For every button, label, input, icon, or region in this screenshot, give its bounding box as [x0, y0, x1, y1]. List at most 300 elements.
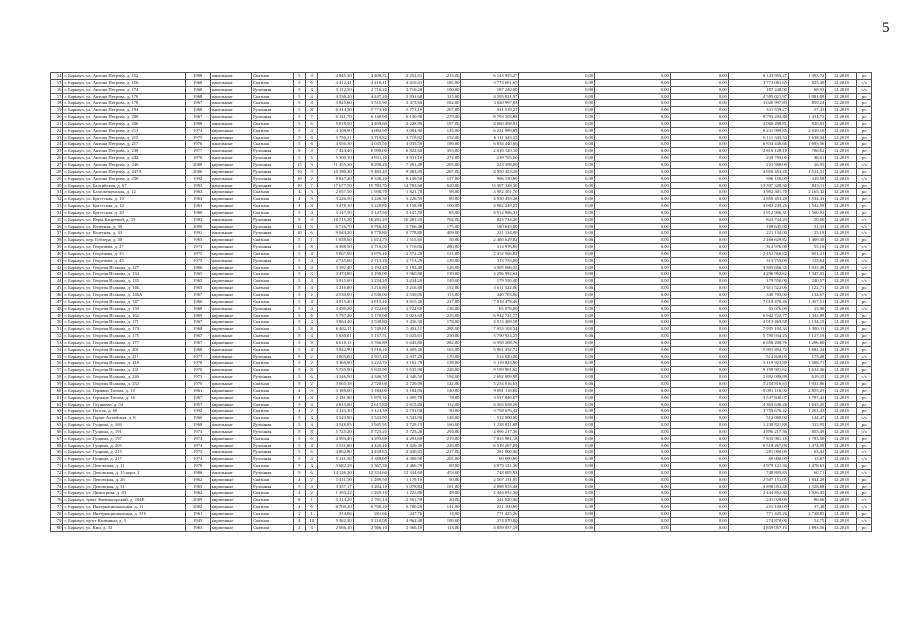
cell-cost-sum: 6 958 208,76 [728, 339, 788, 346]
cell-repair-method: ро [857, 490, 872, 497]
cell-row-number: 70 [51, 456, 63, 463]
cell-entrances: 4 [305, 86, 317, 93]
cell-total-area: 3 123,30 [318, 408, 353, 415]
cell-floors: 5 [293, 209, 305, 216]
cell-roof-type: Скатная [252, 271, 293, 278]
cell-cost-sum: 6 518 267,09 [728, 442, 788, 449]
cell-total-area: 3 188,00 [318, 387, 353, 394]
cell-fund-cost: 0,00 [519, 134, 595, 141]
cell-row-number: 21 [51, 120, 63, 127]
cell-fund-cost: 0,00 [519, 216, 595, 223]
table-row [51, 380, 872, 387]
cell-fund-cost: 0,00 [519, 285, 595, 292]
cell-deadline: 12.2018 [826, 305, 857, 312]
cell-wall-material: панельные [210, 257, 251, 264]
cell-wall-material: панельные [210, 175, 251, 182]
cell-private-area: 5 643,80 [388, 339, 423, 346]
cell-total-area: 314,06 [318, 511, 353, 518]
cell-floors: 4 [293, 476, 305, 483]
cell-wall-material: кирпичные [210, 168, 251, 175]
cell-residential-area: 4 815,40 [353, 298, 388, 305]
cell-year-built: 1993 [185, 182, 210, 189]
cell-floors: 5 [293, 333, 305, 340]
cell-owner-cost: 0,00 [670, 107, 728, 114]
cell-residents: 267,00 [424, 107, 461, 114]
cell-fund-cost: 0,00 [519, 483, 595, 490]
cell-year-built: 2006 [185, 168, 210, 175]
cell-cost-sum: 6 231 989,85 [728, 127, 788, 134]
cell-residents: 14,00 [424, 511, 461, 518]
cell-total-area: 9 944,20 [318, 230, 353, 237]
cell-deadline: 12.2018 [826, 408, 857, 415]
cell-roof-type: Скатная [252, 490, 293, 497]
cell-unit-cost: 1 127,19 [788, 333, 825, 340]
cell-private-area: 7 281,40 [388, 161, 423, 168]
cell-wall-material: панельные [210, 73, 251, 80]
cell-repair-method: с/с [857, 223, 872, 230]
cell-budget-cost: 0,00 [595, 374, 671, 381]
cell-floors: 5 [293, 401, 305, 408]
cell-budget-cost: 0,00 [595, 216, 671, 223]
cell-fund-cost: 0,00 [519, 141, 595, 148]
cell-cost-sum: 7 018 478,46 [728, 298, 788, 305]
cell-address: г. Барнаул, ул. Горно-Алтайская, д. 8 [63, 415, 185, 422]
cell-residential-area: 1 289,50 [353, 476, 388, 483]
cell-row-number: 17 [51, 93, 63, 100]
cell-fund-cost: 0,00 [519, 93, 595, 100]
cell-wall-material: кирпичные [210, 134, 251, 141]
cell-deadline: 12.2018 [826, 497, 857, 504]
cell-owner-cost: 0,00 [670, 490, 728, 497]
cell-row-number: 79 [51, 517, 63, 524]
cell-year-built: 1970 [185, 380, 210, 387]
cell-private-area: 3 405,40 [388, 346, 423, 353]
cell-deadline: 12.2018 [826, 387, 857, 394]
cell-fund-cost: 0,00 [519, 408, 595, 415]
cell-private-area: 3 543,90 [388, 415, 423, 422]
cell-total-cost: 4 859 057,19 [461, 524, 519, 531]
cell-total-cost: 60 000,00 [461, 456, 519, 463]
cell-entrances: 8 [305, 107, 317, 114]
cell-residential-area: 6 998,00 [353, 148, 388, 155]
cell-entrances: 7 [305, 114, 317, 121]
cell-floors: 10 [293, 175, 305, 182]
cell-deadline: 12.2018 [826, 114, 857, 121]
table-row [51, 469, 872, 476]
cell-row-number: 29 [51, 175, 63, 182]
cell-year-built: 1966 [185, 264, 210, 271]
cell-residential-area: 4 410,41 [353, 79, 388, 86]
cell-budget-cost: 0,00 [595, 415, 671, 422]
cell-unit-cost: 144,47 [788, 415, 825, 422]
cell-residential-area: 1 979,30 [353, 394, 388, 401]
cell-residents: 250,00 [424, 333, 461, 340]
table-row [51, 463, 872, 470]
cell-total-cost: 2 610 120,10 [461, 148, 519, 155]
table-row [51, 168, 872, 175]
cell-entrances: 3 [305, 196, 317, 203]
cell-private-area: 2 720,08 [388, 380, 423, 387]
cell-wall-material: панельные [210, 230, 251, 237]
cell-year-built: 2008 [185, 161, 210, 168]
cell-total-cost: 6 111 343,53 [461, 134, 519, 141]
cell-roof-type: Рулонная [252, 469, 293, 476]
cell-residential-area: 5 766,40 [353, 223, 388, 230]
table-row [51, 490, 872, 497]
cell-total-cost: 3 758 676,42 [461, 408, 519, 415]
cell-private-area: 4 346,50 [388, 374, 423, 381]
cell-address: г. Барнаул, ул. Георгия Исакова, д. 246 [63, 374, 185, 381]
cell-fund-cost: 0,00 [519, 326, 595, 333]
cell-total-cost: 514 820,00 [461, 353, 519, 360]
cell-owner-cost: 0,00 [670, 476, 728, 483]
cell-floors: 4 [293, 189, 305, 196]
cell-row-number: 22 [51, 127, 63, 134]
cell-year-built: 1977 [185, 148, 210, 155]
table-row [51, 79, 872, 86]
cell-year-built: 1968 [185, 305, 210, 312]
cell-unit-cost: 63,42 [788, 449, 825, 456]
cell-row-number: 26 [51, 155, 63, 162]
cell-fund-cost: 0,00 [519, 114, 595, 121]
cell-entrances: 4 [305, 305, 317, 312]
cell-fund-cost: 0,00 [519, 476, 595, 483]
cell-private-area: 6 822,60 [388, 148, 423, 155]
cell-entrances: 1 [305, 237, 317, 244]
cell-entrances: 3 [305, 189, 317, 196]
cell-address: г. Барнаул, ул. Георгия Исакова, д. 134 [63, 271, 185, 278]
cell-year-built: 1963 [185, 189, 210, 196]
cell-residents: 162,00 [424, 100, 461, 107]
cell-floors: 4 [293, 387, 305, 394]
table-row [51, 278, 872, 285]
cell-address: г. Барнаул, ул. Взлетная, д. 30 [63, 223, 185, 230]
cell-private-area: 4 815,40 [388, 298, 423, 305]
cell-total-cost: 4 982 249,25 [461, 203, 519, 210]
cell-repair-method: ро [857, 127, 872, 134]
cell-total-area: 3 478,10 [318, 203, 353, 210]
cell-residential-area: 2 720,08 [353, 380, 388, 387]
cell-row-number: 55 [51, 353, 63, 360]
cell-residential-area: 2 615,80 [353, 401, 388, 408]
cell-address: г. Барнаул, пер. Гоблера, д. 30 [63, 237, 185, 244]
table-row [51, 100, 872, 107]
cell-repair-method: с/с [857, 497, 872, 504]
cell-private-area: 12 334,60 [388, 469, 423, 476]
cell-residential-area: 2 713,20 [353, 257, 388, 264]
table-row [51, 292, 872, 299]
cell-entrances: 3 [305, 161, 317, 168]
cell-address: г. Барнаул, ул. Гущина, д. 197 [63, 435, 185, 442]
cell-residential-area: 3 229,80 [353, 203, 388, 210]
cell-owner-cost: 0,00 [670, 408, 728, 415]
cell-repair-method: ро [857, 319, 872, 326]
cell-fund-cost: 0,00 [519, 387, 595, 394]
cell-unit-cost: 1 632,36 [788, 367, 825, 374]
cell-private-area: 14 783,60 [388, 182, 423, 189]
cell-roof-type: Скатная [252, 333, 293, 340]
cell-floors: 5 [293, 339, 305, 346]
cell-floors: 5 [293, 435, 305, 442]
cell-roof-type: Скатная [252, 387, 293, 394]
cell-address: г. Барнаул, ул. Антона Петрова, д. 247А [63, 168, 185, 175]
cell-residents: 280,00 [424, 244, 461, 251]
cell-owner-cost: 0,00 [670, 155, 728, 162]
cell-row-number: 76 [51, 497, 63, 504]
cell-wall-material: панельные [210, 422, 251, 429]
cell-wall-material: кирпичные [210, 497, 251, 504]
cell-deadline: 12.2018 [826, 374, 857, 381]
cell-deadline: 12.2018 [826, 196, 857, 203]
cell-total-area: 14 126,20 [318, 469, 353, 476]
cell-wall-material: кирпичные [210, 490, 251, 497]
cell-wall-material: кирпичные [210, 271, 251, 278]
cell-row-number: 72 [51, 469, 63, 476]
cell-total-cost: 13 307 328,30 [461, 182, 519, 189]
cell-residential-area: 5 766,80 [353, 339, 388, 346]
cell-floors: 5 [293, 298, 305, 305]
cell-address: г. Барнаул, ул. Георгия Исакова, д. 218 [63, 360, 185, 367]
cell-residents: 98,00 [424, 189, 461, 196]
cell-deadline: 12.2018 [826, 216, 857, 223]
cell-unit-cost: 1 534,31 [788, 168, 825, 175]
cell-deadline: 12.2018 [826, 223, 857, 230]
cell-deadline: 12.2018 [826, 73, 857, 80]
cell-entrances: 2 [305, 408, 317, 415]
cell-residents: 163,00 [424, 346, 461, 353]
cell-budget-cost: 0,00 [595, 100, 671, 107]
cell-owner-cost: 0,00 [670, 196, 728, 203]
table-row [51, 271, 872, 278]
cell-budget-cost: 0,00 [595, 161, 671, 168]
cell-unit-cost: 1 787,42 [788, 394, 825, 401]
cell-fund-cost: 0,00 [519, 422, 595, 429]
cell-unit-cost: 134,67 [788, 292, 825, 299]
cell-budget-cost: 0,00 [595, 298, 671, 305]
cell-year-built: 1966 [185, 415, 210, 422]
cell-total-area: 2 566,10 [318, 524, 353, 531]
cell-unit-cost: 1 035,48 [788, 264, 825, 271]
cell-total-area: 3 366,90 [318, 360, 353, 367]
cell-cost-sum: 4 898 053,48 [728, 483, 788, 490]
cell-floors: 5 [293, 292, 305, 299]
cell-residential-area: 5 749,61 [353, 326, 388, 333]
cell-repair-method: ро [857, 271, 872, 278]
cell-entrances: 4 [305, 257, 317, 264]
cell-total-cost: 340 703,00 [461, 292, 519, 299]
cell-total-cost: 4 950 453,28 [461, 196, 519, 203]
cell-roof-type: Рулонная [252, 374, 293, 381]
cell-floors: 9 [293, 353, 305, 360]
cell-budget-cost: 0,00 [595, 339, 671, 346]
cell-entrances: 4 [305, 463, 317, 470]
cell-address: г. Барнаул, ул. Антона Петрова, д. 242 [63, 155, 185, 162]
cell-total-area: 3 864,40 [318, 319, 353, 326]
cell-entrances: 2 [305, 353, 317, 360]
cell-repair-method: с/с [857, 175, 872, 182]
cell-unit-cost: 23,90 [788, 305, 825, 312]
cell-repair-method: ро [857, 346, 872, 353]
cell-fund-cost: 0,00 [519, 449, 595, 456]
cell-budget-cost: 0,00 [595, 511, 671, 518]
cell-fund-cost: 0,00 [519, 298, 595, 305]
cell-floors: 5 [293, 428, 305, 435]
cell-deadline: 12.2018 [826, 182, 857, 189]
cell-row-number: 31 [51, 189, 63, 196]
cell-address: г. Барнаул, ул. Антона Петрова, д. 174 [63, 86, 185, 93]
cell-total-cost: 5 254 816,63 [461, 380, 519, 387]
cell-address: г. Барнаул, ул. Георгия Исакова, д. 201 [63, 346, 185, 353]
cell-year-built: 1957 [185, 401, 210, 408]
cell-cost-sum: 2 610 120,10 [728, 148, 788, 155]
cell-floors: 5 [293, 449, 305, 456]
cell-total-cost: 3 305 666,35 [461, 264, 519, 271]
table-row [51, 449, 872, 456]
cell-address: г. Барнаул, ул. Георгия Исакова, д. 211 [63, 353, 185, 360]
cell-owner-cost: 0,00 [670, 469, 728, 476]
cell-owner-cost: 0,00 [670, 298, 728, 305]
cell-deadline: 12.2018 [826, 360, 857, 367]
cell-total-area: 6 700,20 [318, 504, 353, 511]
cell-total-area: 4 056,30 [318, 141, 353, 148]
cell-entrances: 10 [305, 517, 317, 524]
cell-budget-cost: 0,00 [595, 168, 671, 175]
cell-residents: 136,00 [424, 305, 461, 312]
cell-wall-material: кирпичные [210, 394, 251, 401]
cell-unit-cost: 1 681,24 [788, 346, 825, 353]
cell-cost-sum: 313 755,00 [728, 257, 788, 264]
cell-fund-cost: 0,00 [519, 511, 595, 518]
cell-owner-cost: 0,00 [670, 497, 728, 504]
cell-unit-cost: 1 534,31 [788, 196, 825, 203]
cell-cost-sum: 512 000,00 [728, 415, 788, 422]
cell-total-cost: 281 000,00 [461, 449, 519, 456]
cell-owner-cost: 0,00 [670, 504, 728, 511]
cell-entrances: 6 [305, 504, 317, 511]
cell-budget-cost: 0,00 [595, 497, 671, 504]
cell-total-cost: 179 550,00 [461, 278, 519, 285]
cell-address: г. Барнаул, ул. Антона Петрова, д. 250 [63, 175, 185, 182]
cell-entrances: 3 [305, 394, 317, 401]
cell-row-number: 32 [51, 196, 63, 203]
cell-budget-cost: 0,00 [595, 422, 671, 429]
cell-private-area: 3 216,80 [388, 285, 423, 292]
cell-residential-area: 3 184,00 [353, 387, 388, 394]
cell-row-number: 63 [51, 408, 63, 415]
cell-total-cost: 239 705,00 [461, 155, 519, 162]
cell-year-built: 1975 [185, 250, 210, 257]
cell-cost-sum: 4 896 217,36 [728, 428, 788, 435]
cell-roof-type: Рулонная [252, 148, 293, 155]
cell-floors: 5 [293, 134, 305, 141]
cell-floors: 8 [293, 497, 305, 504]
cell-total-area: 3 750,21 [318, 134, 353, 141]
cell-total-area: 1 411,50 [318, 476, 353, 483]
cell-row-number: 52 [51, 333, 63, 340]
table-row [51, 442, 872, 449]
cell-fund-cost: 0,00 [519, 120, 595, 127]
cell-address: г. Барнаул, ул. Взлетная, д. 43 [63, 230, 185, 237]
cell-private-area: 1 821,70 [388, 189, 423, 196]
cell-unit-cost: 1 203,43 [788, 408, 825, 415]
cell-residents: 226,00 [424, 367, 461, 374]
cell-wall-material: кирпичные [210, 504, 251, 511]
cell-floors: 4 [293, 517, 305, 524]
cell-total-area: 4 536,20 [318, 93, 353, 100]
cell-total-cost: 4 979 121,36 [461, 463, 519, 470]
cell-floors: 5 [293, 155, 305, 162]
cell-entrances: 4 [305, 278, 317, 285]
cell-private-area: 4 410,41 [388, 79, 423, 86]
cell-residential-area: 5 137,51 [353, 333, 388, 340]
cell-deadline: 12.2018 [826, 189, 857, 196]
cell-total-area: 2 057,50 [318, 189, 353, 196]
cell-total-cost: 2 460 629,82 [461, 237, 519, 244]
cell-entrances: 4 [305, 298, 317, 305]
cell-address: г. Барнаул, ул. Брестская, д. 20 [63, 209, 185, 216]
cell-unit-cost: 1 393,72 [788, 73, 825, 80]
cell-private-area: 3 436,30 [388, 319, 423, 326]
cell-repair-method: с/с [857, 257, 872, 264]
cell-deadline: 12.2018 [826, 285, 857, 292]
cell-residents: 20,00 [424, 497, 461, 504]
cell-roof-type: Скатная [252, 134, 293, 141]
cell-fund-cost: 0,00 [519, 278, 595, 285]
cell-roof-type: Скатная [252, 79, 293, 86]
cell-row-number: 48 [51, 305, 63, 312]
cell-fund-cost: 0,00 [519, 292, 595, 299]
cell-address: г. Барнаул, ул. Брестская, д. 10 [63, 196, 185, 203]
cell-owner-cost: 0,00 [670, 449, 728, 456]
cell-wall-material: кирпичные [210, 456, 251, 463]
cell-address: г. Барнаул, ул. Георгиева, д. 33 [63, 250, 185, 257]
cell-total-area: 5 300,10 [318, 155, 353, 162]
cell-row-number: 47 [51, 298, 63, 305]
cell-fund-cost: 0,00 [519, 517, 595, 524]
cell-repair-method: с/с [857, 415, 872, 422]
cell-total-cost: 4 303 638,26 [461, 401, 519, 408]
cell-repair-method: с/с [857, 292, 872, 299]
cell-unit-cost: 37,48 [788, 504, 825, 511]
cell-residents: 100,00 [424, 203, 461, 210]
cell-total-cost: 4 950 453,28 [461, 168, 519, 175]
cell-residential-area: 5 773,10 [353, 107, 388, 114]
cell-unit-cost: 2 855,25 [788, 387, 825, 394]
cell-owner-cost: 0,00 [670, 230, 728, 237]
cell-budget-cost: 0,00 [595, 196, 671, 203]
cell-budget-cost: 0,00 [595, 271, 671, 278]
cell-total-area: 3 112,50 [318, 86, 353, 93]
cell-residents: 78,00 [424, 394, 461, 401]
cell-address: г. Барнаул, ул. Георгия Исакова, д. 175 [63, 333, 185, 340]
cell-entrances: 4 [305, 415, 317, 422]
table-row [51, 511, 872, 518]
table-row [51, 319, 872, 326]
cell-residents: 139,00 [424, 257, 461, 264]
cell-row-number: 45 [51, 285, 63, 292]
cell-year-built: 1968 [185, 326, 210, 333]
table-row [51, 189, 872, 196]
cell-deadline: 12.2018 [826, 107, 857, 114]
cell-residents: 170,00 [424, 353, 461, 360]
cell-deadline: 12.2018 [826, 326, 857, 333]
cell-budget-cost: 0,00 [595, 449, 671, 456]
cell-address: г. Барнаул, ул. Интернациональная, д. 316 [63, 511, 185, 518]
cell-entrances: 3 [305, 387, 317, 394]
cell-deadline: 12.2018 [826, 476, 857, 483]
cell-deadline: 12.2018 [826, 367, 857, 374]
cell-cost-sum: 3 982 301,70 [728, 189, 788, 196]
